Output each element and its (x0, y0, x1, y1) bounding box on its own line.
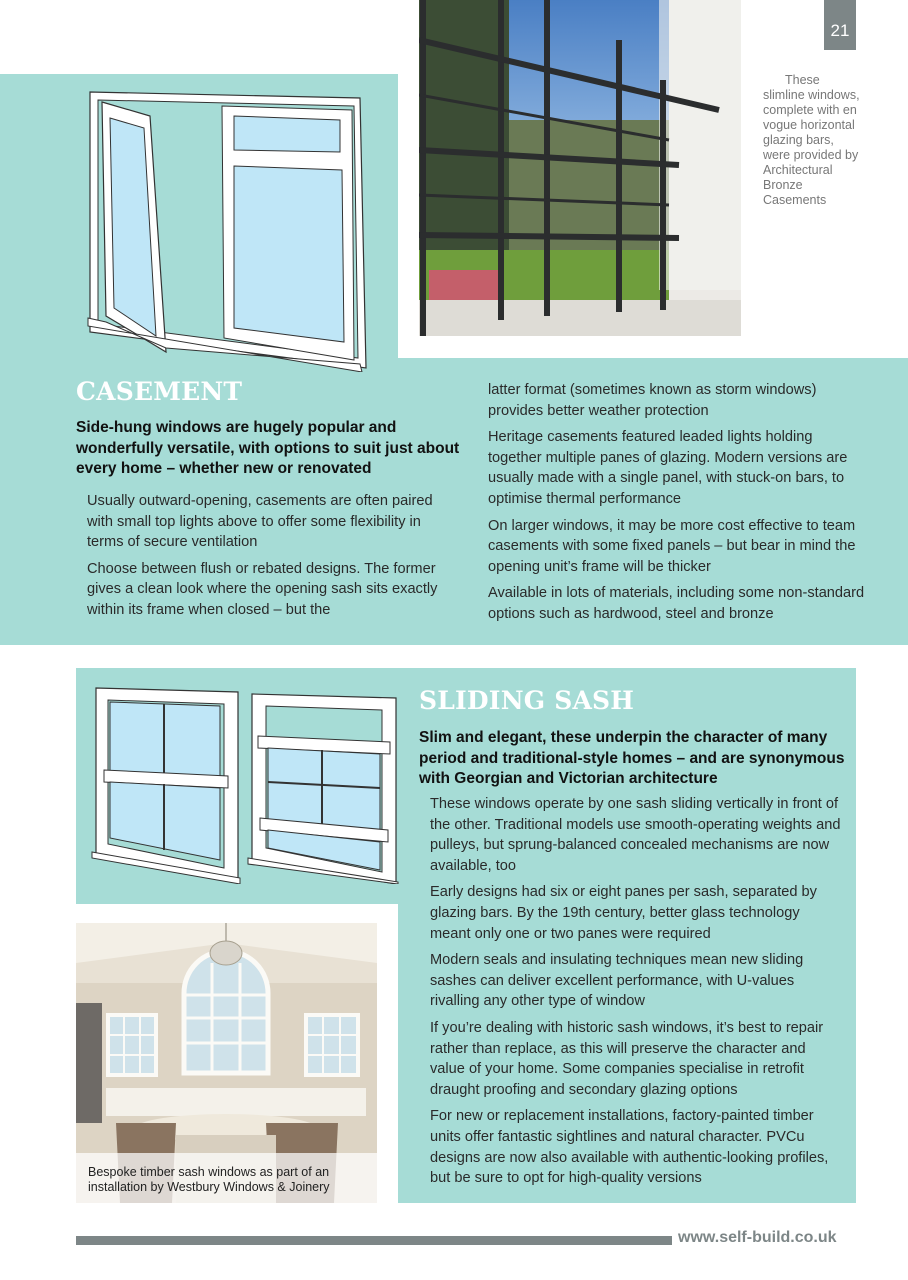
casement-left-column (87, 491, 459, 627)
interior-sash-photo (76, 923, 377, 1203)
casement-paragraph: On larger windows, it may be more cost effective to team casements with some fixed panels – but bear in mind the opening unit’s frame will be thicker (488, 517, 856, 575)
sash-paragraph: Early designs had six or eight panes per sash, separated by glazing bars. By the 19th century, better glass technology meant only one or two panes were required (430, 884, 817, 942)
top-photo-caption: These slimline windows, complete with en vogue horizontal glazing bars, were provided by Architectural Bronze Casements (763, 73, 860, 207)
casement-paragraph: Heritage casements featured leaded lights holding together multiple panes of glazing. Modern versions are usually made with a single panel, with stuck-on bars, to optimise thermal performance (488, 429, 848, 507)
steel-windows-photo (419, 0, 741, 336)
sliding-sash-title: SLIDING SASH (419, 686, 635, 715)
casement-lead: Side-hung windows are hugely popular and wonderfully versatile, with options to suit just about every home – whether new or renovated (76, 419, 460, 477)
footer-bar (76, 1236, 672, 1245)
casement-paragraph: Choose between flush or rebated designs. The former gives a clean look where the opening sash sits exactly within its frame when closed – but the (87, 560, 438, 618)
sliding-sash-lead: Slim and elegant, these underpin the character of many period and traditional-style homes – and are synonymous with Georgian and Victorian architecture (419, 729, 845, 787)
sash-paragraph: Modern seals and insulating techniques mean new sliding sashes can deliver excellent performance, with U-values rivalling any other type of window (430, 952, 804, 1010)
sash-paragraph: For new or replacement installations, factory-painted timber units offer fantastic sightlines and natural character. PVCu designs are now also available with authentic-looking profiles, but be sure to opt for high-quality versions (430, 1108, 829, 1187)
casement-paragraph: Available in lots of materials, including some non-standard options such as hardwood, steel and bronze (488, 585, 865, 622)
footer-url: www.self-build.co.uk (678, 1229, 837, 1246)
casement-paragraph: latter format (sometimes known as storm windows) provides better weather protection (488, 382, 817, 419)
casement-paragraph: Usually outward-opening, casements are often paired with small top lights above to offer some flexibility in terms of secure ventilation (87, 493, 433, 551)
casement-right-column (488, 380, 866, 631)
bottom-photo-caption: Bespoke timber sash windows as part of an installation by Westbury Windows & Joinery (76, 1153, 377, 1203)
page-number: 21 (824, 0, 856, 50)
sash-paragraph: If you’re dealing with historic sash windows, it’s best to repair rather than replace, as this will preserve the character and value of your home. Some companies specialise in retrofit draught proofing and secondary glazing options (430, 1019, 824, 1098)
sash-window-illustration (90, 684, 400, 884)
sash-paragraph: These windows operate by one sash sliding vertically in front of the other. Traditional models use smooth-operating weights and pulleys, but sprung-balanced concealed mechanisms are now available, too (430, 796, 841, 874)
casement-title: CASEMENT (76, 377, 243, 406)
casement-window-illustration (84, 86, 374, 372)
sliding-sash-column (430, 794, 844, 1195)
